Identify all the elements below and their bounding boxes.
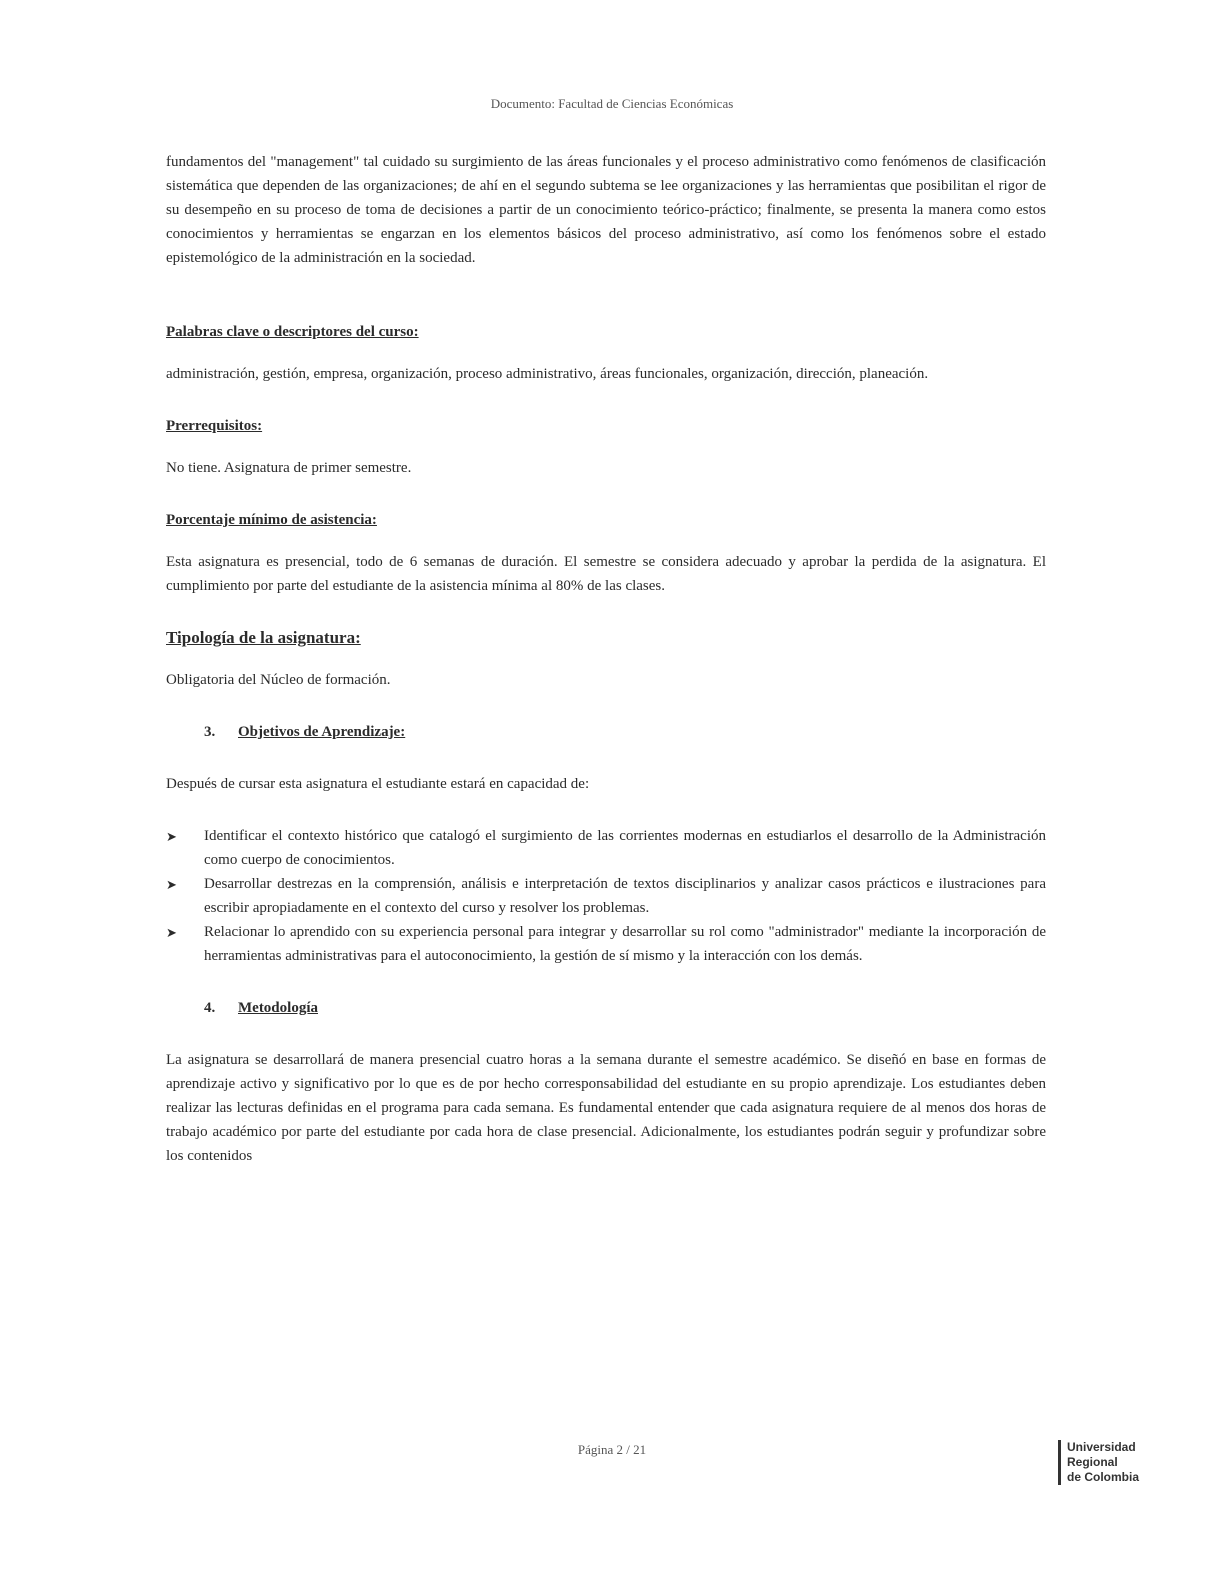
attendance-text: Esta asignatura es presencial, todo de 6 semanas de duración. El semestre se considera adecuado y aprobar la perdida de la asignatura. El cumplimiento por parte del estudiante de la asistencia mínima al 80% de las clases. xyxy=(166,554,1046,594)
methodology-text: La asignatura se desarrollará de manera presencial cuatro horas a la semana durante el semestre académico. Se diseñó en base en formas de aprendizaje activo y significativo por lo que es de por hecho corresponsabilidad del estudiante en su propio aprendizaje. Los estudiantes deben realizar las lecturas definidas en el programa para cada semana. Es fundamental entender que cada asignatura requiere de al menos dos horas de trabajo académico por parte del estudiante por cada hora de clase presencial. Adicionalmente, los estudiantes podrán seguir y profundizar sobre los contenidos xyxy=(166,1052,1046,1164)
methodology-title: Metodología xyxy=(238,1000,318,1016)
arrow-bullet-icon: ➤ xyxy=(166,877,177,892)
methodology-number: 4. xyxy=(204,1000,216,1016)
topology-text: Obligatoria del Núcleo de formación. xyxy=(166,672,391,688)
objectives-title: Objetivos de Aprendizaje: xyxy=(238,724,406,740)
intro-paragraph: fundamentos del "management" tal cuidado su surgimiento de las áreas funcionales y el proceso administrativo como fenómenos de clasificación sistemática que dependen de las organizaciones; de ahí en el segundo subtema se lee organizaciones y las herramientas que posibilitan el rigor de su desempeño en su proceso de toma de decisiones a partir de un conocimiento teórico-práctico; finalmente, se presenta la manera como estos conocimientos y herramientas se engarzan en los elementos básicos del proceso administrativo, así como los fenómenos sobre el estado epistemológico de la administración en la sociedad. xyxy=(166,154,1046,266)
objective-text: Relacionar lo aprendido con su experiencia personal para integrar y desarrollar su rol como "administrador" mediante la incorporación de herramientas administrativas para el autoconocimiento, la gestión de sí mismo y la interacción con los demás. xyxy=(204,924,1046,964)
running-header: Documento: Facultad de Ciencias Económicas xyxy=(490,96,734,111)
arrow-bullet-icon: ➤ xyxy=(166,829,177,844)
prerequisites-text: No tiene. Asignatura de primer semestre. xyxy=(166,460,412,476)
objectives-number: 3. xyxy=(204,724,216,740)
attendance-heading: Porcentaje mínimo de asistencia: xyxy=(166,512,377,528)
topology-heading: Tipología de la asignatura: xyxy=(166,628,361,647)
logo-line: Regional xyxy=(1067,1455,1118,1469)
objectives-heading xyxy=(166,720,1046,744)
objectives-intro: Después de cursar esta asignatura el estudiante estará en capacidad de: xyxy=(166,776,590,792)
prerequisites-heading: Prerrequisitos: xyxy=(166,418,263,434)
page-number: Página 2 / 21 xyxy=(577,1442,647,1457)
list-item xyxy=(166,824,1046,872)
arrow-bullet-icon: ➤ xyxy=(166,925,177,940)
document-body xyxy=(166,150,1046,1168)
logo-line: de Colombia xyxy=(1067,1470,1140,1484)
list-item xyxy=(166,872,1046,920)
list-item xyxy=(166,920,1046,968)
university-logo xyxy=(1058,1440,1173,1485)
logo-line: Universidad xyxy=(1067,1440,1136,1454)
keywords-text: administración, gestión, empresa, organización, proceso administrativo, áreas funcionales, organización, dirección, planeación. xyxy=(166,366,929,382)
keywords-heading: Palabras clave o descriptores del curso: xyxy=(166,324,419,340)
methodology-heading xyxy=(166,996,1046,1020)
objective-text: Desarrollar destrezas en la comprensión, análisis e interpretación de textos disciplinarios y analizar casos prácticos e ilustraciones para escribir apropiadamente en el contexto del curso y resolver los problemas. xyxy=(204,876,1046,916)
objective-text: Identificar el contexto histórico que catalogó el surgimiento de las corrientes modernas en estudiarlos el desarrollo de la Administración como cuerpo de conocimientos. xyxy=(204,828,1046,868)
objectives-list xyxy=(166,824,1046,968)
